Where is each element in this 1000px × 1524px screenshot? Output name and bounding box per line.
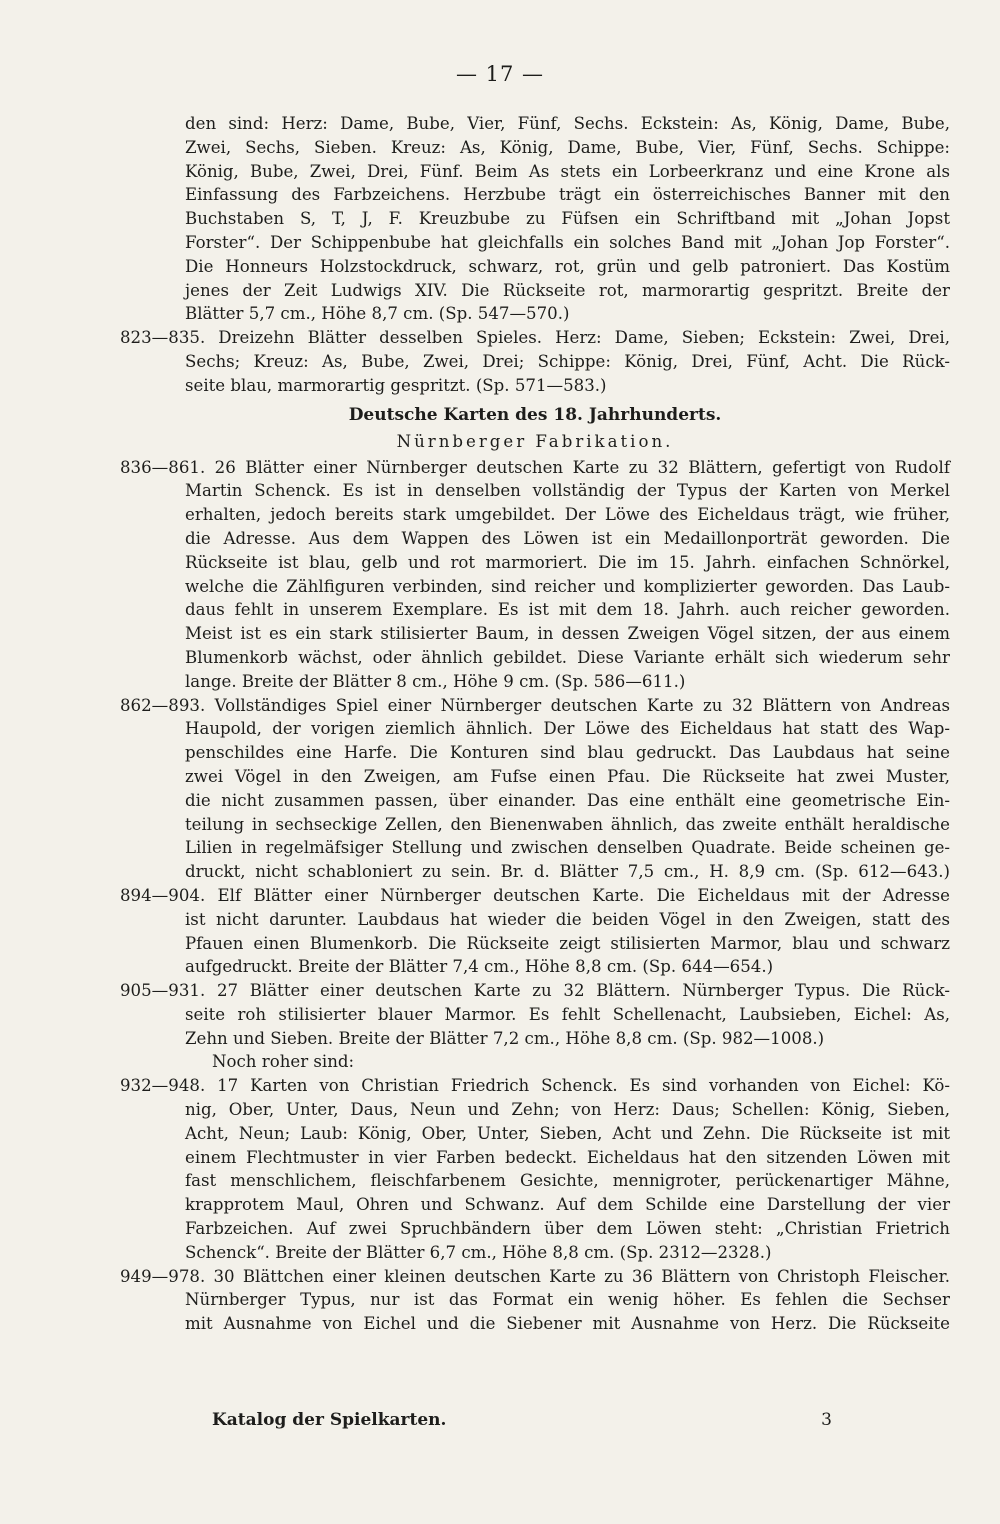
text-line: die nicht zusammen passen, über einander. Das eine enthält eine geometrische Ein- bbox=[185, 790, 950, 810]
text-line: 836—861. 26 Blätter einer Nürnberger deutschen Karte zu 32 Blättern, gefertigt von Rudolf bbox=[120, 457, 950, 477]
text-line: fast menschlichem, fleischfarbenem Gesichte, mennigroter, perückenartiger Mähne, bbox=[185, 1171, 950, 1191]
text-line: Blätter 5,7 cm., Höhe 8,7 cm. (Sp. 547—570.) bbox=[185, 304, 570, 324]
text-line: penschildes eine Harfe. Die Konturen sind blau gedruckt. Das Laubdaus hat seine bbox=[185, 743, 950, 763]
text-line: Schenck“. Breite der Blätter 6,7 cm., Höhe 8,8 cm. (Sp. 2312—2328.) bbox=[185, 1242, 772, 1262]
text-line: Blumenkorb wächst, oder ähnlich gebildet. Diese Variante erhält sich wiederum sehr bbox=[185, 647, 950, 667]
text-line: ist nicht darunter. Laubdaus hat wieder die beiden Vögel in den Zweigen, statt des bbox=[185, 909, 950, 929]
footer-title: Katalog der Spielkarten. bbox=[212, 1410, 447, 1430]
text-line: welche die Zählfiguren verbinden, sind reicher und komplizierter geworden. Das Laub- bbox=[185, 576, 950, 596]
text-line: aufgedruckt. Breite der Blätter 7,4 cm., Höhe 8,8 cm. (Sp. 644—654.) bbox=[185, 957, 774, 977]
text-line: seite blau, marmorartig gespritzt. (Sp. 571—583.) bbox=[185, 375, 607, 395]
section-heading: Deutsche Karten des 18. Jahrhunderts. bbox=[348, 404, 722, 425]
paragraph-group-2 bbox=[120, 456, 950, 1336]
text-line: 894—904. Elf Blätter einer Nürnberger deutschen Karte. Die Eicheldaus mit der Adresse bbox=[120, 885, 950, 905]
text-line: einem Flechtmuster in vier Farben bedeckt. Eicheldaus hat den sitzenden Löwen mit bbox=[185, 1147, 950, 1167]
text-line: Nürnberger Typus, nur ist das Format ein wenig höher. Es fehlen die Sechser bbox=[185, 1290, 950, 1310]
text-line: Rückseite ist blau, gelb und rot marmoriert. Die im 15. Jahrh. einfachen Schnörkel, bbox=[185, 552, 950, 572]
text-line: Buchstaben S, T, J, F. Kreuzbube zu Füfsen ein Schriftband mit „Johan Jopst bbox=[185, 209, 950, 229]
text-line: Martin Schenck. Es ist in denselben vollständig der Typus der Karten von Merkel bbox=[185, 481, 950, 501]
text-line: druckt, nicht schabloniert zu sein. Br. d. Blätter 7,5 cm., H. 8,9 cm. (Sp. 612—643.) bbox=[185, 862, 950, 882]
text-line: Forster“. Der Schippenbube hat gleichfalls ein solches Band mit „Johan Jop Forster“. bbox=[185, 232, 950, 252]
text-line: Acht, Neun; Laub: König, Ober, Unter, Sieben, Acht und Zehn. Die Rückseite ist mit bbox=[185, 1123, 950, 1143]
text-line: mit Ausnahme von Eichel und die Siebener mit Ausnahme von Herz. Die Rückseite bbox=[185, 1314, 950, 1334]
sheet-signature: 3 bbox=[821, 1410, 832, 1430]
text-line: den sind: Herz: Dame, Bube, Vier, Fünf, Sechs. Eckstein: As, König, Dame, Bube, bbox=[185, 114, 950, 133]
text-line: 823—835. Dreizehn Blätter desselben Spieles. Herz: Dame, Sieben; Eckstein: Zwei, Drei, bbox=[120, 328, 950, 348]
section-subheading: Nürnberger Fabrikation. bbox=[396, 431, 674, 451]
text-line: krapprotem Maul, Ohren und Schwanz. Auf dem Schilde eine Darstellung der vier bbox=[185, 1195, 950, 1215]
text-line: daus fehlt in unserem Exemplare. Es ist mit dem 18. Jahrh. auch reicher geworden. bbox=[185, 600, 950, 620]
text-line: Lilien in regelmäfsiger Stellung und zwischen denselben Quadrate. Beide scheinen ge- bbox=[185, 838, 950, 858]
text-line: teilung in sechseckige Zellen, den Bienenwaben ähnlich, das zweite enthält heraldische bbox=[185, 814, 950, 834]
text-line: Pfauen einen Blumenkorb. Die Rückseite zeigt stilisierten Marmor, blau und schwarz bbox=[185, 933, 950, 953]
paragraph-group-1 bbox=[120, 112, 950, 398]
text-line: Einfassung des Farbzeichens. Herzbube trägt ein österreichisches Banner mit den bbox=[185, 185, 950, 205]
text-line: 905—931. 27 Blätter einer deutschen Karte zu 32 Blättern. Nürnberger Typus. Die Rück- bbox=[120, 981, 950, 1001]
text-line: 862—893. Vollständiges Spiel einer Nürnberger deutschen Karte zu 32 Blättern von Andreas bbox=[120, 695, 950, 715]
text-line: Zehn und Sieben. Breite der Blätter 7,2 cm., Höhe 8,8 cm. (Sp. 982—1008.) bbox=[185, 1028, 825, 1048]
page-footer bbox=[212, 1410, 832, 1430]
text-line: lange. Breite der Blätter 8 cm., Höhe 9 cm. (Sp. 586—611.) bbox=[185, 671, 686, 691]
text-line: König, Bube, Zwei, Drei, Fünf. Beim As stets ein Lorbeerkranz und eine Krone als bbox=[185, 161, 950, 181]
text-line: 949—978. 30 Blättchen einer kleinen deutschen Karte zu 36 Blättern von Christoph Fleischer. bbox=[120, 1266, 950, 1286]
text-line: zwei Vögel in den Zweigen, am Fufse einen Pfau. Die Rückseite hat zwei Muster, bbox=[185, 766, 950, 786]
text-line: erhalten, jedoch bereits stark umgebildet. Der Löwe des Eicheldaus trägt, wie früher, bbox=[185, 505, 950, 525]
text-line: Zwei, Sechs, Sieben. Kreuz: As, König, Dame, Bube, Vier, Fünf, Sechs. Schippe: bbox=[185, 137, 950, 157]
text-line: seite roh stilisierter blauer Marmor. Es fehlt Schellenacht, Laubsieben, Eichel: As, bbox=[185, 1004, 950, 1024]
text-line: Haupold, der vorigen ziemlich ähnlich. Der Löwe des Eicheldaus hat statt des Wap- bbox=[185, 719, 950, 739]
text-line: Farbzeichen. Auf zwei Spruchbändern über dem Löwen steht: „Christian Frietrich bbox=[185, 1219, 950, 1239]
text-line: die Adresse. Aus dem Wappen des Löwen ist ein Medaillonporträt geworden. Die bbox=[185, 528, 950, 548]
text-line: Sechs; Kreuz: As, Bube, Zwei, Drei; Schippe: König, Drei, Fünf, Acht. Die Rück- bbox=[185, 351, 950, 371]
page-number: — 17 — bbox=[455, 62, 545, 86]
text-line: Meist ist es ein stark stilisierter Baum, in dessen Zweigen Vögel sitzen, der aus einem bbox=[185, 624, 950, 644]
text-line: 932—948. 17 Karten von Christian Friedrich Schenck. Es sind vorhanden von Eichel: Kö- bbox=[120, 1076, 950, 1096]
text-line: nig, Ober, Unter, Daus, Neun und Zehn; von Herz: Daus; Schellen: König, Sieben, bbox=[185, 1100, 950, 1120]
text-line: Noch roher sind: bbox=[212, 1052, 355, 1072]
text-block bbox=[120, 112, 950, 1336]
text-line: jenes der Zeit Ludwigs XIV. Die Rückseite rot, marmorartig gespritzt. Breite der bbox=[185, 280, 950, 300]
text-line: Die Honneurs Holzstockdruck, schwarz, rot, grün und gelb patroniert. Das Kostüm bbox=[185, 256, 950, 276]
